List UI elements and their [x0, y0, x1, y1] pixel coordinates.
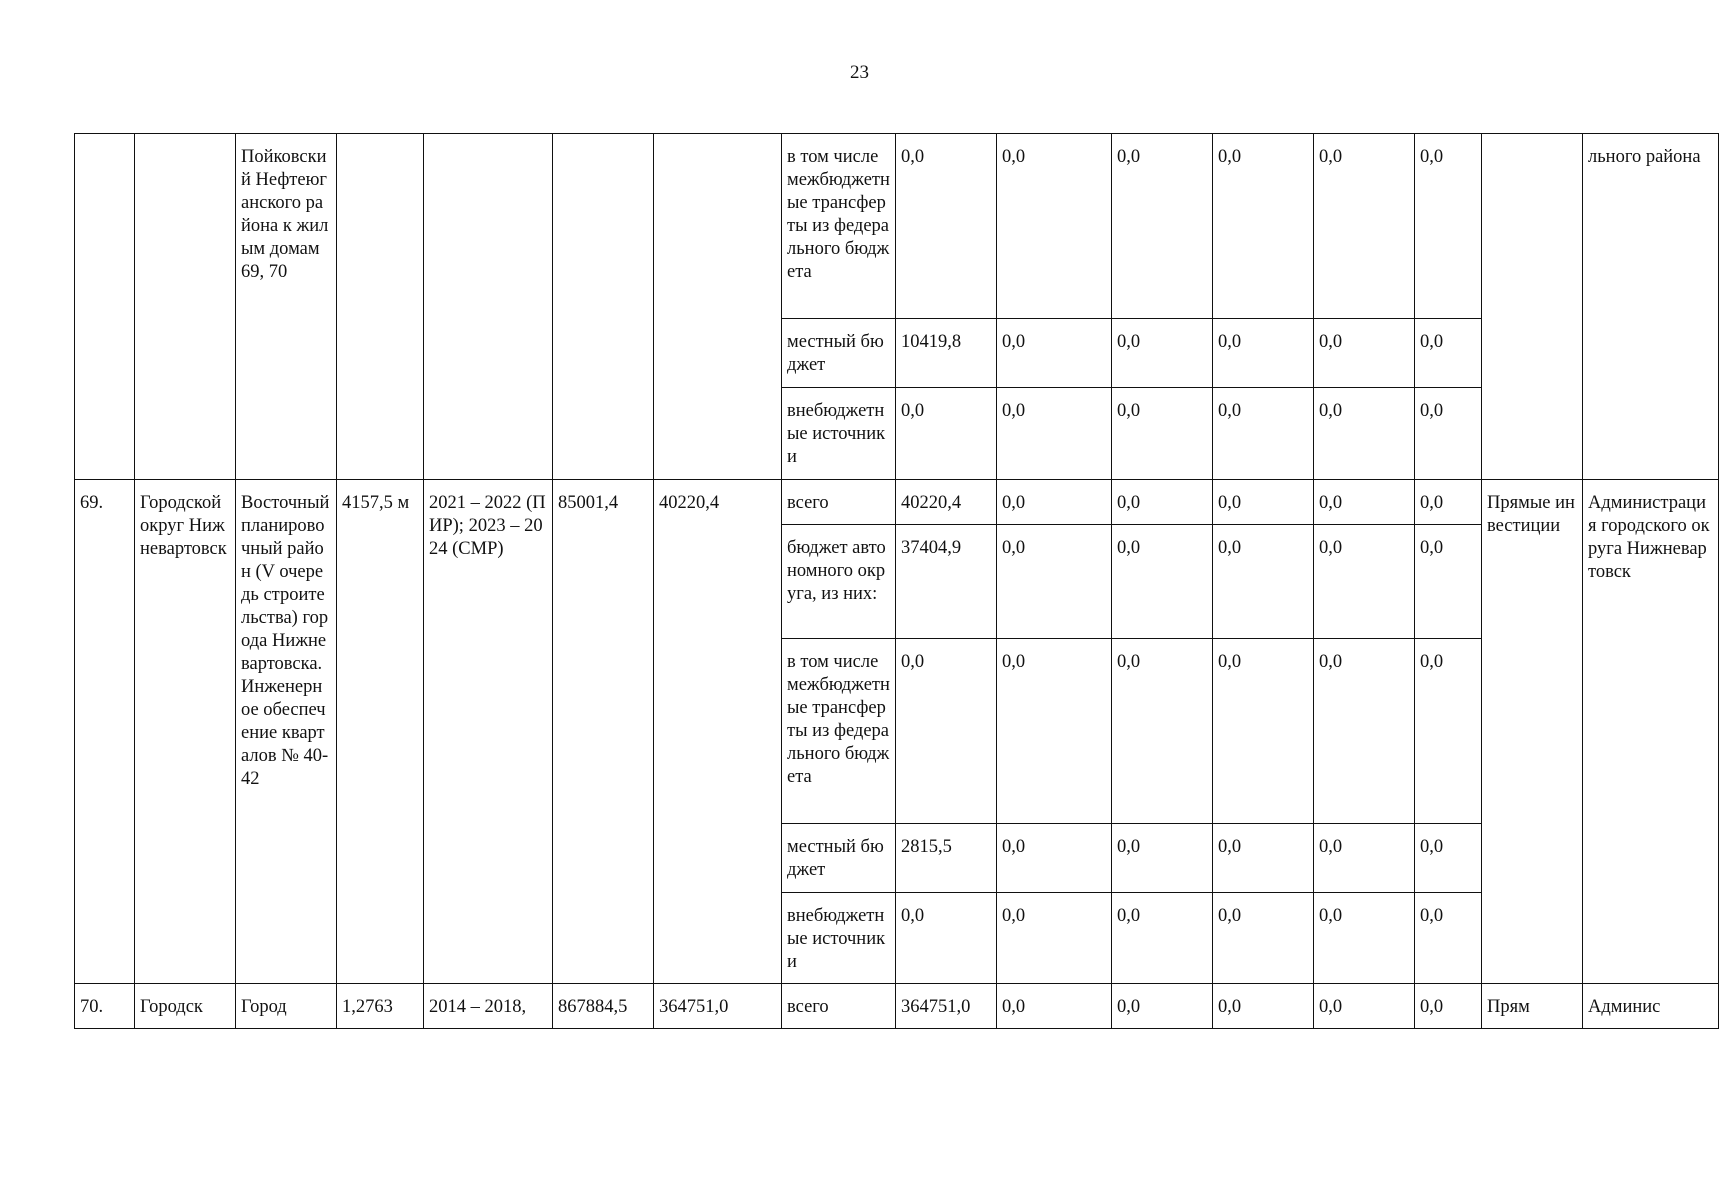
value-cell: 0,0	[1314, 639, 1415, 824]
customer-cell: льного района	[1583, 134, 1719, 480]
table-row	[75, 480, 1719, 525]
value-cell: 0,0	[1314, 984, 1415, 1029]
value-cell: 0,0	[997, 134, 1112, 319]
source-cell: в том числе межбюджетные трансферты из федерального бюджета	[782, 639, 896, 824]
investment-table	[74, 133, 1719, 1029]
value-cell: 0,0	[1314, 824, 1415, 893]
source-cell: всего	[782, 480, 896, 525]
value-cell: 0,0	[1314, 388, 1415, 480]
value-cell: 0,0	[1314, 525, 1415, 639]
value-cell: 2815,5	[896, 824, 997, 893]
value-cell: 0,0	[1415, 824, 1482, 893]
remaining-cell	[654, 134, 782, 480]
mechanism-cell: Прям	[1482, 984, 1583, 1029]
cost-cell	[553, 134, 654, 480]
value-cell: 0,0	[1112, 388, 1213, 480]
value-cell: 0,0	[1415, 319, 1482, 388]
value-cell: 0,0	[1213, 134, 1314, 319]
value-cell: 0,0	[1314, 134, 1415, 319]
num-cell	[75, 134, 135, 480]
capacity-cell: 1,2763	[337, 984, 424, 1029]
cost-cell: 867884,5	[553, 984, 654, 1029]
source-cell: внебюджетные источники	[782, 893, 896, 984]
value-cell: 0,0	[1213, 639, 1314, 824]
value-cell: 0,0	[997, 480, 1112, 525]
value-cell: 0,0	[896, 639, 997, 824]
value-cell: 0,0	[1415, 388, 1482, 480]
table-row	[75, 984, 1719, 1029]
municipality-cell	[135, 134, 236, 480]
value-cell: 0,0	[1415, 480, 1482, 525]
value-cell: 0,0	[997, 984, 1112, 1029]
municipality-cell: Городской округ Нижневартовск	[135, 480, 236, 984]
value-cell: 0,0	[896, 388, 997, 480]
value-cell: 10419,8	[896, 319, 997, 388]
value-cell: 0,0	[1314, 480, 1415, 525]
source-cell: всего	[782, 984, 896, 1029]
source-cell: местный бюджет	[782, 319, 896, 388]
value-cell: 0,0	[896, 134, 997, 319]
value-cell: 0,0	[896, 893, 997, 984]
source-cell: бюджет автономного округа, из них:	[782, 525, 896, 639]
value-cell: 0,0	[1415, 639, 1482, 824]
capacity-cell: 4157,5 м	[337, 480, 424, 984]
value-cell: 0,0	[1112, 134, 1213, 319]
value-cell: 0,0	[1415, 893, 1482, 984]
value-cell: 0,0	[997, 388, 1112, 480]
object-cell: Пойковский Нефтеюганского района к жилым домам 69, 70	[236, 134, 337, 480]
cost-cell: 85001,4	[553, 480, 654, 984]
period-cell: 2014 – 2018,	[424, 984, 553, 1029]
source-cell: в том числе межбюджетные трансферты из федерального бюджета	[782, 134, 896, 319]
num-cell: 70.	[75, 984, 135, 1029]
value-cell: 0,0	[1314, 319, 1415, 388]
mechanism-cell: Прямые инвестиции	[1482, 480, 1583, 984]
value-cell: 0,0	[1213, 893, 1314, 984]
object-cell: Город	[236, 984, 337, 1029]
mechanism-cell	[1482, 134, 1583, 480]
value-cell: 0,0	[1213, 984, 1314, 1029]
municipality-cell: Городск	[135, 984, 236, 1029]
remaining-cell: 40220,4	[654, 480, 782, 984]
object-cell: Восточный планировочный район (V очередь строительства) города Нижневартовска. Инженерное обеспечение кварталов № 40-42	[236, 480, 337, 984]
value-cell: 0,0	[1213, 824, 1314, 893]
value-cell: 0,0	[1213, 525, 1314, 639]
num-cell: 69.	[75, 480, 135, 984]
capacity-cell	[337, 134, 424, 480]
value-cell: 0,0	[997, 639, 1112, 824]
value-cell: 0,0	[1112, 893, 1213, 984]
customer-cell: Администрация городского округа Нижневартовск	[1583, 480, 1719, 984]
value-cell: 0,0	[1112, 525, 1213, 639]
value-cell: 0,0	[1314, 893, 1415, 984]
value-cell: 40220,4	[896, 480, 997, 525]
value-cell: 0,0	[1415, 134, 1482, 319]
value-cell: 37404,9	[896, 525, 997, 639]
customer-cell: Админис	[1583, 984, 1719, 1029]
value-cell: 364751,0	[896, 984, 997, 1029]
value-cell: 0,0	[1213, 480, 1314, 525]
value-cell: 0,0	[1112, 824, 1213, 893]
value-cell: 0,0	[997, 893, 1112, 984]
period-cell: 2021 – 2022 (ПИР); 2023 – 2024 (СМР)	[424, 480, 553, 984]
value-cell: 0,0	[1415, 984, 1482, 1029]
value-cell: 0,0	[1112, 984, 1213, 1029]
source-cell: местный бюджет	[782, 824, 896, 893]
value-cell: 0,0	[997, 824, 1112, 893]
value-cell: 0,0	[1213, 388, 1314, 480]
value-cell: 0,0	[1112, 480, 1213, 525]
remaining-cell: 364751,0	[654, 984, 782, 1029]
source-cell: внебюджетные источники	[782, 388, 896, 480]
value-cell: 0,0	[997, 525, 1112, 639]
period-cell	[424, 134, 553, 480]
value-cell: 0,0	[1112, 639, 1213, 824]
value-cell: 0,0	[1112, 319, 1213, 388]
value-cell: 0,0	[1415, 525, 1482, 639]
table-row	[75, 134, 1719, 319]
page-number: 23	[850, 62, 869, 83]
value-cell: 0,0	[997, 319, 1112, 388]
value-cell: 0,0	[1213, 319, 1314, 388]
